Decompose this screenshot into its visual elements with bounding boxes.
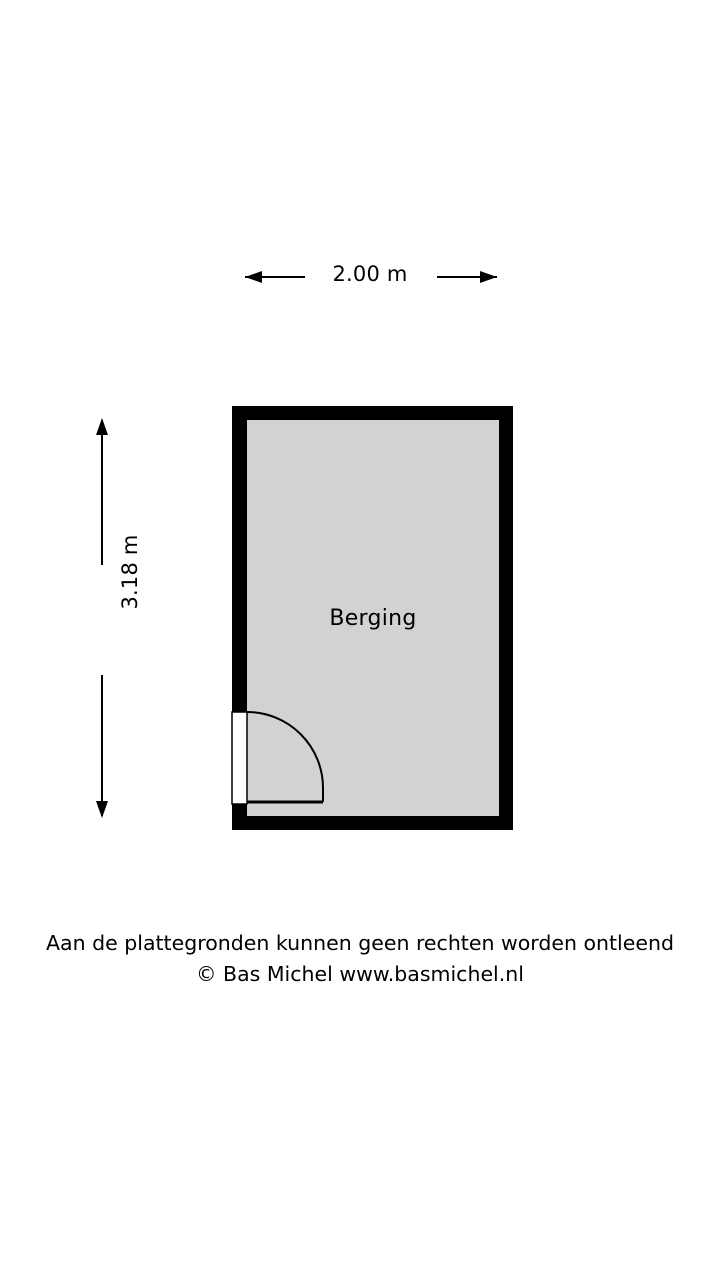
footer-credit: © Bas Michel www.basmichel.nl xyxy=(196,962,524,986)
height-dimension-label: 3.18 m xyxy=(118,534,142,610)
footer xyxy=(0,928,720,990)
width-dimension-label: 2.00 m xyxy=(332,262,408,286)
footer-disclaimer: Aan de plattegronden kunnen geen rechten worden ontleend xyxy=(46,931,674,955)
height-dimension-arrow xyxy=(88,418,118,818)
room-name-label: Berging xyxy=(329,606,417,631)
